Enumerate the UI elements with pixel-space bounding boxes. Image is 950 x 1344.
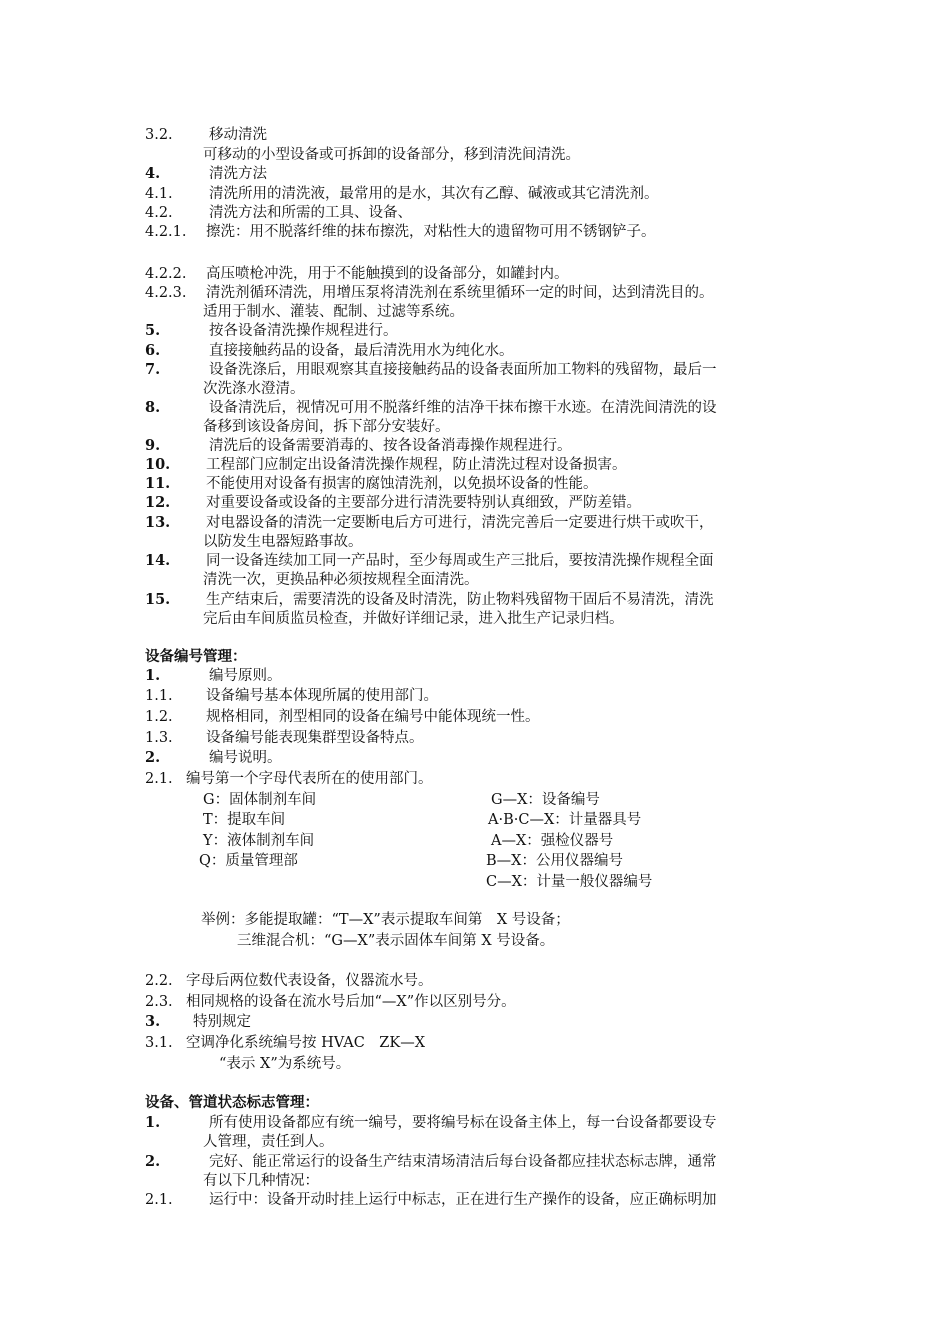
item-text: 人管理，责任到人。: [203, 1134, 334, 1150]
example-line: 举例：多能提取罐：“T—X”表示提取车间第 X 号设备；: [201, 912, 570, 928]
item-text: 编号第一个字母代表所在的使用部门。: [186, 771, 433, 787]
item-number: 1.2.: [145, 709, 173, 725]
item-number: 12.: [145, 494, 171, 511]
hvac-note: “表示 X”为系统号。: [219, 1056, 351, 1072]
section-heading-numbering: 设备编号管理：: [145, 648, 247, 665]
item-text: 同一设备连续加工同一产品时，至少每周或生产三批后，要按清洗操作规程全面: [206, 553, 714, 569]
item-number: 5.: [145, 322, 161, 339]
item-text: 高压喷枪冲洗，用于不能触摸到的设备部分，如罐封内。: [206, 266, 569, 282]
item-number: 6.: [145, 342, 161, 359]
item-number: 9.: [145, 437, 161, 454]
item-text: 相同规格的设备在流水号后加“—X”作以区别号分。: [186, 994, 516, 1010]
item-number: 3.1.: [145, 1035, 173, 1051]
dept-code-left: T：提取车间: [203, 812, 286, 828]
item-number: 1.1.: [145, 688, 173, 704]
item-number: 4.2.1.: [145, 224, 187, 240]
item-number: 14.: [145, 552, 171, 569]
item-text: 适用于制水、灌装、配制、过滤等系统。: [203, 304, 464, 320]
item-number: 2.: [145, 749, 161, 766]
item-text: 规格相同，剂型相同的设备在编号中能体现统一性。: [206, 709, 540, 725]
item-number: 2.1.: [145, 771, 173, 787]
item-number: 2.: [145, 1153, 161, 1170]
item-text: 完好、能正常运行的设备生产结束清场清洁后每台设备都应挂状态标志牌，通常: [209, 1154, 717, 1170]
item-number: 10.: [145, 456, 171, 473]
item-number: 2.3.: [145, 994, 173, 1010]
item-text: 生产结束后，需要清洗的设备及时清洗，防止物料残留物干固后不易清洗，清洗: [206, 592, 714, 608]
item-text: 不能使用对设备有损害的腐蚀清洗剂，以免损坏设备的性能。: [206, 476, 598, 492]
item-text: 运行中：设备开动时挂上运行中标志，正在进行生产操作的设备，应正确标明加: [209, 1192, 717, 1208]
item-number: 3.2.: [145, 127, 173, 143]
item-text: 可移动的小型设备或可拆卸的设备部分，移到清洗间清洗。: [203, 147, 580, 163]
section-heading-status: 设备、管道状态标志管理：: [145, 1094, 319, 1111]
item-number: 3.: [145, 1013, 161, 1030]
item-text: 移动清洗: [209, 127, 267, 143]
dept-code-left: Y：液体制剂车间: [203, 833, 315, 849]
item-number: 1.3.: [145, 730, 173, 746]
dept-code-right: G—X：设备编号: [491, 792, 600, 808]
item-text: 完后由车间质监员检查，并做好详细记录，进入批生产记录归档。: [203, 611, 624, 627]
item-text: 设备洗涤后，用眼观察其直接接触药品的设备表面所加工物料的残留物，最后一: [209, 362, 717, 378]
example-line: 三维混合机：“G—X”表示固体车间第 X 号设备。: [237, 933, 555, 949]
item-text: 次洗涤水澄清。: [203, 381, 305, 397]
dept-code-right: A·B·C—X：计量器具号: [488, 812, 642, 828]
item-number: 4.: [145, 165, 161, 182]
item-text: 备移到该设备房间，拆下部分安装好。: [203, 419, 450, 435]
item-number: 8.: [145, 399, 161, 416]
item-number: 13.: [145, 514, 171, 531]
item-number: 7.: [145, 361, 161, 378]
item-text: 对电器设备的清洗一定要断电后方可进行，清洗完善后一定要进行烘干或吹干，: [206, 515, 714, 531]
item-number: 4.2.: [145, 205, 173, 221]
item-number: 4.1.: [145, 186, 173, 202]
item-text: 清洗剂循环清洗，用增压泵将清洗剂在系统里循环一定的时间，达到清洗目的。: [206, 285, 714, 301]
item-text: 以防发生电器短路事故。: [203, 534, 363, 550]
dept-code-right: B—X：公用仪器编号: [486, 853, 623, 869]
item-number: 1.: [145, 1114, 161, 1131]
item-text: 字母后两位数代表设备，仪器流水号。: [186, 973, 433, 989]
item-number: 15.: [145, 591, 171, 608]
item-text: 空调净化系统编号按 HVAC ZK—X: [186, 1035, 426, 1051]
item-text: 所有使用设备都应有统一编号，要将编号标在设备主体上，每一台设备都要设专: [209, 1115, 717, 1131]
item-text: 按各设备清洗操作规程进行。: [209, 323, 398, 339]
item-number: 4.2.2.: [145, 266, 187, 282]
dept-code-left: Q：质量管理部: [199, 853, 298, 869]
item-text: 清洗一次，更换品种必须按规程全面清洗。: [203, 572, 479, 588]
item-number: 2.1.: [145, 1192, 173, 1208]
dept-code-right: A—X：强检仪器号: [491, 833, 614, 849]
item-text: 清洗方法: [209, 166, 267, 182]
item-text: 直接接触药品的设备，最后清洗用水为纯化水。: [209, 343, 514, 359]
item-number: 2.2.: [145, 973, 173, 989]
item-text: 编号说明。: [209, 750, 282, 766]
item-text: 有以下几种情况：: [203, 1173, 319, 1189]
item-number: 1.: [145, 667, 161, 684]
dept-code-right: C—X：计量一般仪器编号: [486, 874, 653, 890]
item-number: 11.: [145, 475, 171, 492]
item-text: 编号原则。: [209, 668, 282, 684]
item-text: 清洗所用的清洗液，最常用的是水，其次有乙醇、碱液或其它清洗剂。: [209, 186, 659, 202]
item-text: 工程部门应制定出设备清洗操作规程，防止清洗过程对设备损害。: [206, 457, 627, 473]
dept-code-left: G：固体制剂车间: [203, 792, 317, 808]
item-text: 擦洗：用不脱落纤维的抹布擦洗，对粘性大的遗留物可用不锈钢铲子。: [206, 224, 656, 240]
item-number: 4.2.3.: [145, 285, 187, 301]
item-text: 清洗方法和所需的工具、设备、: [209, 205, 412, 221]
item-text: 对重要设备或设备的主要部分进行清洗要特别认真细致，严防差错。: [206, 495, 641, 511]
item-text: 设备编号能表现集群型设备特点。: [206, 730, 424, 746]
item-text: 设备清洗后，视情况可用不脱落纤维的洁净干抹布擦干水迹。在清洗间清洗的设: [209, 400, 717, 416]
item-text: 清洗后的设备需要消毒的、按各设备消毒操作规程进行。: [209, 438, 572, 454]
item-text: 设备编号基本体现所属的使用部门。: [206, 688, 438, 704]
item-text: 特别规定: [193, 1014, 251, 1030]
